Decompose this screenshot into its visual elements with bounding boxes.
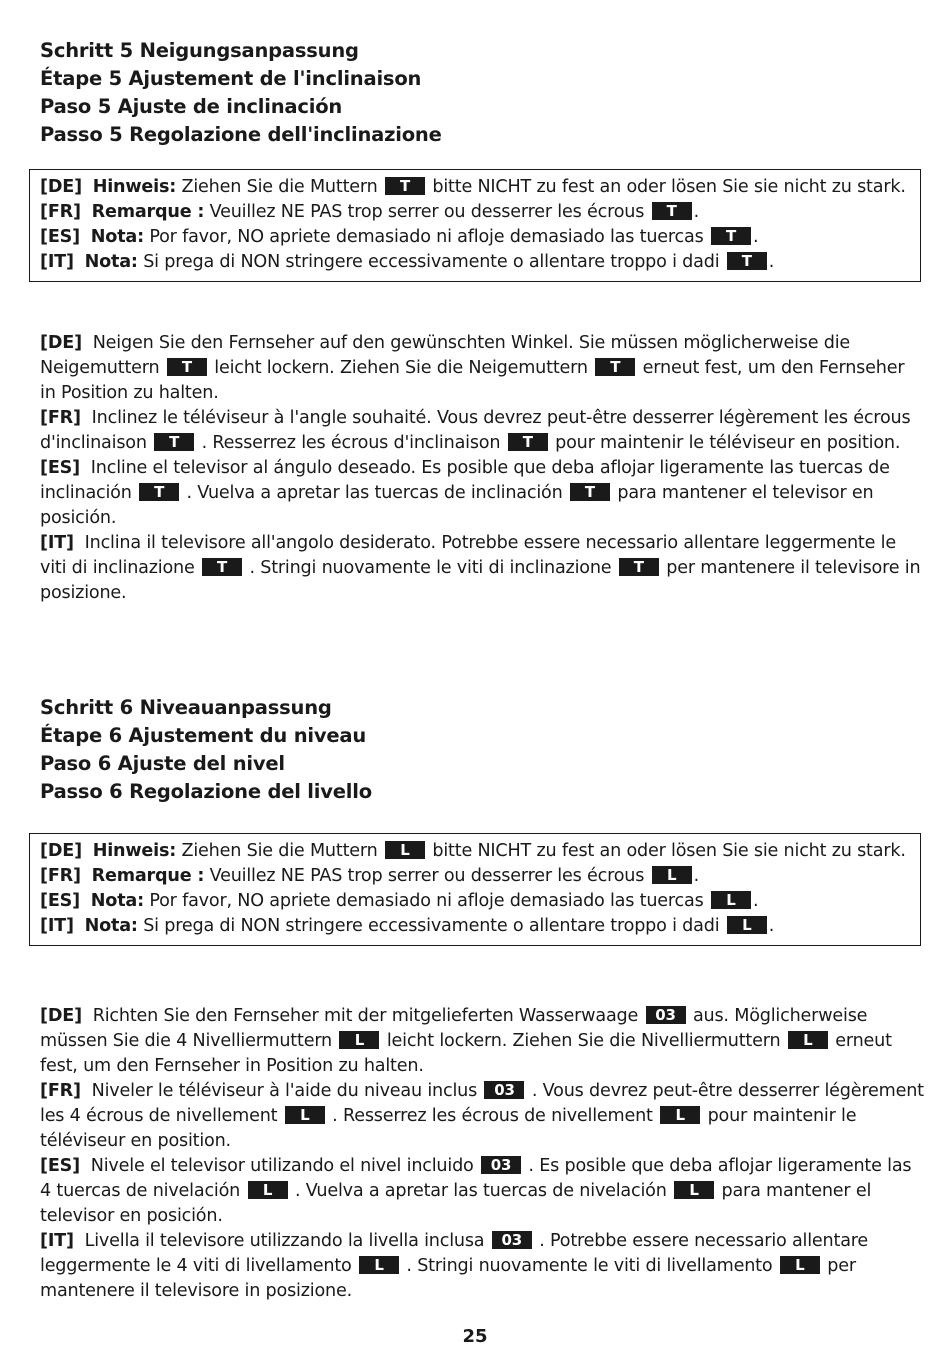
part-tag-l: L	[660, 1106, 700, 1124]
part-tag-t: T	[570, 483, 610, 501]
step6-note-fr: [FR] Remarque : Veuillez NE PAS trop serrer ou desserrer les écrous L .	[40, 866, 700, 886]
step6-instructions	[40, 1004, 924, 1304]
step6-note-box	[29, 833, 921, 946]
step5-heading-de: Schritt 5 Neigungsanpassung	[40, 39, 359, 62]
part-tag-03: 03	[646, 1006, 686, 1024]
step6-heading-it: Passo 6 Regolazione del livello	[40, 780, 372, 803]
part-tag-t: T	[595, 358, 635, 376]
part-tag-t: T	[385, 177, 425, 195]
step6-note-it: [IT] Nota: Si prega di NON stringere eccessivamente o allentare troppo i dadi L .	[40, 916, 775, 936]
step6-body-de: [DE] Richten Sie den Fernseher mit der mitgelieferten Wasserwaage 03 aus. Möglicherweise müssen Sie die 4 Nivelliermuttern L leicht lockern. Ziehen Sie die Nivelliermuttern L erneut fest, um den Fernseher in Position zu halten.	[40, 1006, 892, 1076]
part-tag-l: L	[385, 841, 425, 859]
step6-note-de: [DE] Hinweis: Ziehen Sie die Muttern L bitte NICHT zu fest an oder lösen Sie sie nicht zu stark.	[40, 841, 906, 861]
page-number: 25	[462, 1326, 488, 1347]
step5-note-box	[29, 169, 921, 282]
part-tag-l: L	[652, 866, 692, 884]
part-tag-l: L	[359, 1256, 399, 1274]
step5-note-it: [IT] Nota: Si prega di NON stringere eccessivamente o allentare troppo i dadi T .	[40, 252, 775, 272]
part-tag-t: T	[652, 202, 692, 220]
step6-headings	[40, 694, 372, 806]
part-tag-l: L	[339, 1031, 379, 1049]
part-tag-t: T	[711, 227, 751, 245]
step5-heading-es: Paso 5 Ajuste de inclinación	[40, 95, 343, 118]
step5-note-fr: [FR] Remarque : Veuillez NE PAS trop serrer ou desserrer les écrous T .	[40, 202, 700, 222]
step5-heading-it: Passo 5 Regolazione dell'inclinazione	[40, 123, 442, 146]
step5-note-es: [ES] Nota: Por favor, NO apriete demasiado ni afloje demasiado las tuercas T .	[40, 227, 759, 247]
part-tag-t: T	[619, 558, 659, 576]
part-tag-l: L	[248, 1181, 288, 1199]
part-tag-l: L	[674, 1181, 714, 1199]
step5-instructions	[40, 331, 924, 606]
step5-heading-fr: Étape 5 Ajustement de l'inclinaison	[40, 67, 422, 90]
step6-heading-fr: Étape 6 Ajustement du niveau	[40, 724, 367, 747]
part-tag-t: T	[154, 433, 194, 451]
step6-body-fr: [FR] Niveler le téléviseur à l'aide du niveau inclus 03 . Vous devrez peut-être desserrer légèrement les 4 écrous de nivellement L . Resserrez les écrous de nivellement L pour maintenir le téléviseur en position.	[40, 1081, 924, 1151]
step6-heading-de: Schritt 6 Niveauanpassung	[40, 696, 332, 719]
step5-body-it: [IT] Inclina il televisore all'angolo desiderato. Potrebbe essere necessario allentare leggermente le viti di inclinazione T . Stringi nuovamente le viti di inclinazione T per mantenere il televisore in posizione.	[40, 533, 921, 603]
part-tag-03: 03	[492, 1231, 532, 1249]
step6-body-es: [ES] Nivele el televisor utilizando el nivel incluido 03 . Es posible que deba aflojar ligeramente las 4 tuercas de nivelación L . Vuelva a apretar las tuercas de nivelación L para mantener el televisor en posición.	[40, 1156, 912, 1226]
step6-body-it: [IT] Livella il televisore utilizzando la livella inclusa 03 . Potrebbe essere necessario allentare leggermente le 4 viti di livellamento L . Stringi nuovamente le viti di livellamento L per mantenere il televisore in posizione.	[40, 1231, 869, 1301]
part-tag-03: 03	[481, 1156, 521, 1174]
part-tag-t: T	[508, 433, 548, 451]
part-tag-l: L	[780, 1256, 820, 1274]
step5-note-de: [DE] Hinweis: Ziehen Sie die Muttern T bitte NICHT zu fest an oder lösen Sie sie nicht zu stark.	[40, 177, 906, 197]
step6-note-es: [ES] Nota: Por favor, NO apriete demasiado ni afloje demasiado las tuercas L .	[40, 891, 759, 911]
step5-headings	[40, 37, 442, 149]
step5-body-de: [DE] Neigen Sie den Fernseher auf den gewünschten Winkel. Sie müssen möglicherweise die Neigemuttern T leicht lockern. Ziehen Sie die Neigemuttern T erneut fest, um den Fernseher in Position zu halten.	[40, 333, 905, 403]
part-tag-t: T	[139, 483, 179, 501]
part-tag-l: L	[711, 891, 751, 909]
part-tag-l: L	[285, 1106, 325, 1124]
step6-heading-es: Paso 6 Ajuste del nivel	[40, 752, 285, 775]
part-tag-t: T	[167, 358, 207, 376]
part-tag-l: L	[788, 1031, 828, 1049]
part-tag-t: T	[727, 252, 767, 270]
step5-body-fr: [FR] Inclinez le téléviseur à l'angle souhaité. Vous devrez peut-être desserrer légèrement les écrous d'inclinaison T . Resserrez les écrous d'inclinaison T pour maintenir le téléviseur en position.	[40, 408, 911, 453]
part-tag-03: 03	[484, 1081, 524, 1099]
part-tag-l: L	[727, 916, 767, 934]
step5-body-es: [ES] Incline el televisor al ángulo deseado. Es posible que deba aflojar ligeramente las tuercas de inclinación T . Vuelva a apretar las tuercas de inclinación T para mantener el televisor en posición.	[40, 458, 890, 528]
part-tag-t: T	[202, 558, 242, 576]
